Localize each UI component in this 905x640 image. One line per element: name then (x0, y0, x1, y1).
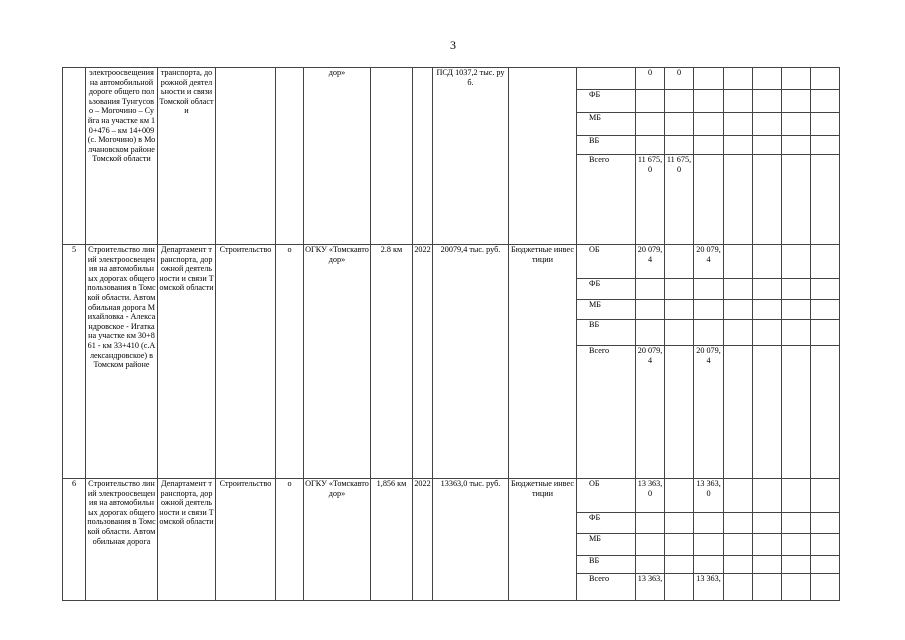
customer-cell: ОГКУ «Томскавтодор» (304, 245, 371, 479)
capacity-cell: 1,856 км (371, 479, 413, 601)
amount-cell (665, 136, 694, 155)
amount-cell (636, 513, 665, 534)
empty-cell (811, 136, 840, 155)
amount-cell: 11 675, 0 (665, 155, 694, 245)
empty-cell (782, 574, 811, 601)
capacity-cell: 2.8 км (371, 245, 413, 479)
empty-cell (724, 513, 753, 534)
amount-cell (694, 68, 724, 90)
year-cell (413, 68, 433, 245)
object-mark-cell: о (276, 245, 304, 479)
empty-cell (782, 68, 811, 90)
amount-cell (665, 113, 694, 136)
amount-cell: 0 (636, 68, 665, 90)
source-cell: МБ (577, 300, 636, 320)
empty-cell (782, 90, 811, 113)
amount-cell: 20 079, 4 (694, 346, 724, 479)
empty-cell (811, 68, 840, 90)
source-cell: ОБ (577, 479, 636, 513)
empty-cell (724, 90, 753, 113)
amount-cell (636, 556, 665, 574)
amount-cell (694, 320, 724, 346)
empty-cell (724, 300, 753, 320)
amount-cell (694, 279, 724, 300)
empty-cell (811, 534, 840, 556)
amount-cell (636, 136, 665, 155)
empty-cell (782, 300, 811, 320)
empty-cell (782, 320, 811, 346)
row-number-cell (63, 68, 86, 245)
empty-cell (724, 68, 753, 90)
empty-cell (753, 113, 782, 136)
empty-cell (753, 479, 782, 513)
amount-cell: 11 675, 0 (636, 155, 665, 245)
object-name-cell: Строительство линий электроосвещения на автомобильных дорогах общего пользования в Томской области. Автомобильная дорога (86, 479, 158, 601)
amount-cell (694, 556, 724, 574)
financing-form-cell: Бюджетные инвестиции (509, 479, 577, 601)
empty-cell (811, 574, 840, 601)
empty-cell (811, 320, 840, 346)
source-cell: ФБ (577, 513, 636, 534)
amount-cell: 13 363, (636, 574, 665, 601)
empty-cell (724, 155, 753, 245)
empty-cell (782, 155, 811, 245)
amount-cell (665, 90, 694, 113)
empty-cell (753, 556, 782, 574)
empty-cell (724, 136, 753, 155)
amount-cell (694, 136, 724, 155)
empty-cell (724, 534, 753, 556)
amount-cell (636, 300, 665, 320)
work-type-cell (216, 68, 276, 245)
amount-cell: 13 363, (694, 574, 724, 601)
source-cell: ВБ (577, 556, 636, 574)
table-row (63, 68, 840, 90)
empty-cell (724, 574, 753, 601)
empty-cell (724, 479, 753, 513)
source-cell: ФБ (577, 279, 636, 300)
amount-cell: 0 (665, 68, 694, 90)
empty-cell (811, 155, 840, 245)
amount-cell (665, 279, 694, 300)
empty-cell (753, 245, 782, 279)
amount-cell (694, 90, 724, 113)
source-cell: МБ (577, 534, 636, 556)
source-cell: ОБ (577, 245, 636, 279)
empty-cell (811, 113, 840, 136)
amount-cell (665, 320, 694, 346)
amount-cell (665, 479, 694, 513)
source-cell: ФБ (577, 90, 636, 113)
object-mark-cell (276, 68, 304, 245)
row-number-cell: 5 (63, 245, 86, 479)
estimated-cost-cell: ПСД 1037,2 тыс. руб. (433, 68, 509, 245)
page-number: 3 (450, 38, 456, 52)
row-number-cell: 6 (63, 479, 86, 601)
customer-cell: ОГКУ «Томскавтодор» (304, 479, 371, 601)
empty-cell (724, 113, 753, 136)
amount-cell (636, 113, 665, 136)
responsible-body-cell: транспорта, дорожной деятельности и связи Томской области (158, 68, 216, 245)
empty-cell (753, 346, 782, 479)
empty-cell (753, 574, 782, 601)
table-row (63, 245, 840, 279)
empty-cell (753, 136, 782, 155)
empty-cell (782, 136, 811, 155)
amount-cell (665, 574, 694, 601)
empty-cell (782, 346, 811, 479)
empty-cell (811, 245, 840, 279)
table-row (63, 479, 840, 513)
empty-cell (811, 90, 840, 113)
object-mark-cell: о (276, 479, 304, 601)
empty-cell (753, 513, 782, 534)
amount-cell (665, 300, 694, 320)
amount-cell (665, 245, 694, 279)
amount-cell: 13 363, 0 (636, 479, 665, 513)
object-name-cell: Строительство линий электроосвещения на автомобильных дорогах общего пользования в Томской области. Автомобильная дорога Михайловка - Александровское - Игатка на участке км 30+861 - км 33+410 (с.Александровское) в Томском районе (86, 245, 158, 479)
responsible-body-cell: Департамент транспорта, дорожной деятельности и связи Томской области (158, 479, 216, 601)
empty-cell (811, 346, 840, 479)
empty-cell (811, 513, 840, 534)
amount-cell (694, 113, 724, 136)
amount-cell (665, 346, 694, 479)
empty-cell (753, 320, 782, 346)
customer-cell: дор» (304, 68, 371, 245)
empty-cell (724, 556, 753, 574)
capacity-cell (371, 68, 413, 245)
amount-cell (665, 556, 694, 574)
financing-form-cell: Бюджетные инвестиции (509, 245, 577, 479)
source-cell (577, 68, 636, 90)
empty-cell (782, 113, 811, 136)
estimated-cost-cell: 20079,4 тыс. руб. (433, 245, 509, 479)
work-type-cell: Строительство (216, 479, 276, 601)
empty-cell (782, 513, 811, 534)
year-cell: 2022 (413, 479, 433, 601)
amount-cell: 20 079, 4 (636, 346, 665, 479)
empty-cell (753, 90, 782, 113)
empty-cell (753, 68, 782, 90)
amount-cell (636, 279, 665, 300)
source-cell: ВБ (577, 136, 636, 155)
amount-cell: 20 079, 4 (694, 245, 724, 279)
amount-cell: 20 079, 4 (636, 245, 665, 279)
table-body (63, 68, 840, 601)
empty-cell (753, 155, 782, 245)
empty-cell (724, 320, 753, 346)
amount-cell (665, 513, 694, 534)
amount-cell (636, 320, 665, 346)
responsible-body-cell: Департамент транспорта, дорожной деятельности и связи Томской области (158, 245, 216, 479)
empty-cell (753, 300, 782, 320)
empty-cell (724, 279, 753, 300)
empty-cell (782, 534, 811, 556)
source-cell: Всего (577, 574, 636, 601)
empty-cell (811, 300, 840, 320)
empty-cell (811, 479, 840, 513)
source-cell: Всего (577, 155, 636, 245)
source-cell: ВБ (577, 320, 636, 346)
amount-cell (694, 534, 724, 556)
work-type-cell: Строительство (216, 245, 276, 479)
estimated-cost-cell: 13363,0 тыс. руб. (433, 479, 509, 601)
empty-cell (811, 556, 840, 574)
empty-cell (753, 534, 782, 556)
source-cell: МБ (577, 113, 636, 136)
empty-cell (811, 279, 840, 300)
empty-cell (782, 245, 811, 279)
object-name-cell: электроосвещения на автомобильной дороге общего пользования Тунгусово – Могочино – Суйга на участке км 10+476 – км 14+009 (с. Могочино) в Молчановском районе Томской области (86, 68, 158, 245)
year-cell: 2022 (413, 245, 433, 479)
amount-cell (694, 513, 724, 534)
empty-cell (753, 279, 782, 300)
program-table (62, 67, 840, 601)
source-cell: Всего (577, 346, 636, 479)
amount-cell: 13 363, 0 (694, 479, 724, 513)
empty-cell (782, 479, 811, 513)
amount-cell (665, 534, 694, 556)
financing-form-cell (509, 68, 577, 245)
amount-cell (636, 534, 665, 556)
empty-cell (782, 556, 811, 574)
amount-cell (694, 300, 724, 320)
amount-cell (636, 90, 665, 113)
amount-cell (694, 155, 724, 245)
empty-cell (724, 245, 753, 279)
empty-cell (782, 279, 811, 300)
empty-cell (724, 346, 753, 479)
